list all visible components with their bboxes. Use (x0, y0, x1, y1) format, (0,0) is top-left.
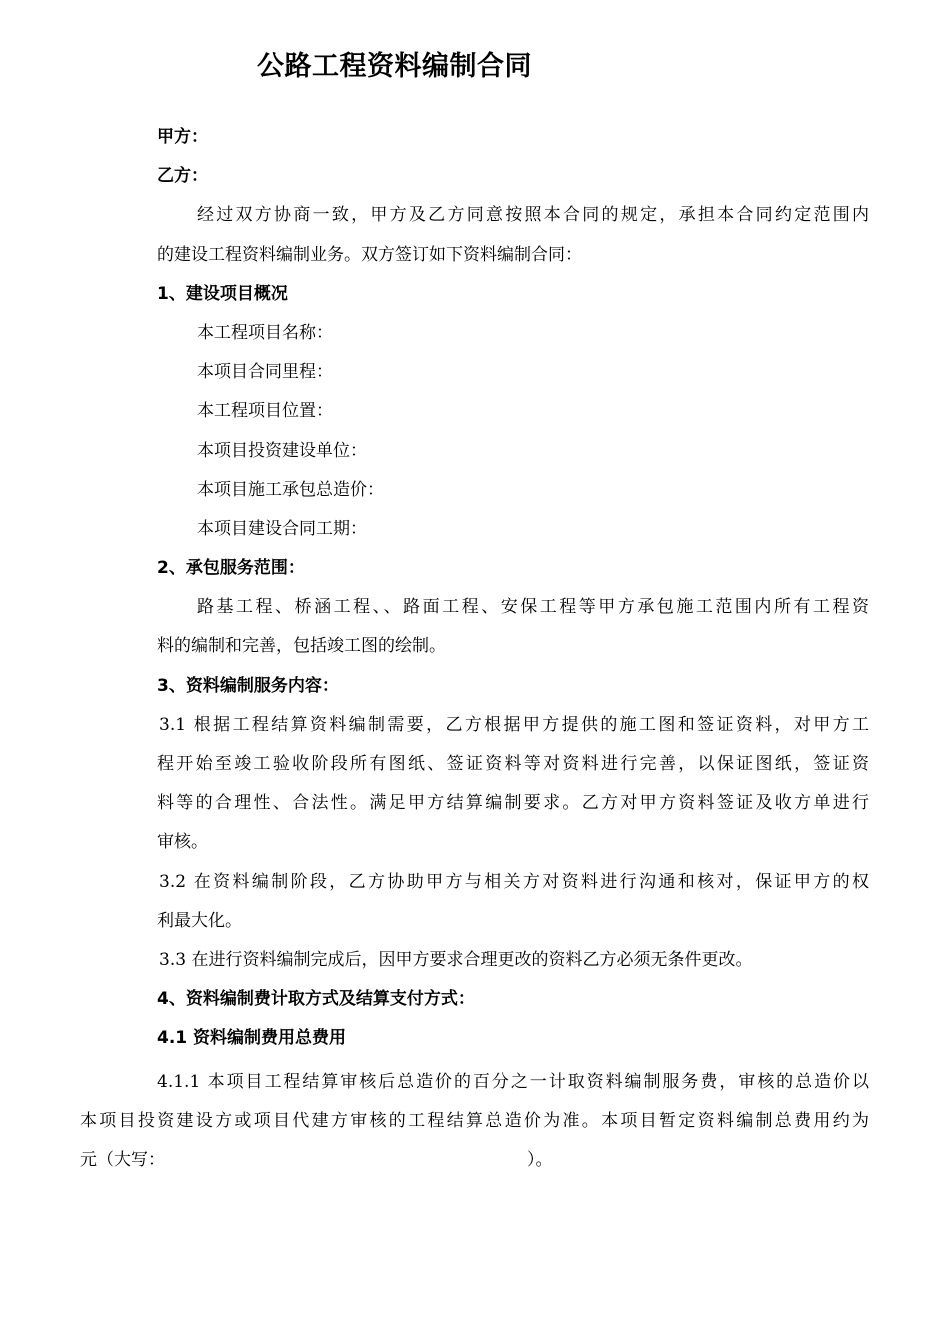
scope-paragraph-line: 路基工程、桥涵工程、、路面工程、安保工程等甲方承包施工范围内所有工程资 (197, 597, 869, 618)
section-3-heading: 3、资料编制服务内容： (157, 675, 339, 696)
clause-3-1-line: 料等的合理性、合法性。满足甲方结算编制要求。乙方对甲方资料签证及收方单进行 (157, 793, 869, 814)
amount-label: 元（大写： (80, 1150, 165, 1171)
section-4-1-heading: 4.1 资料编制费用总费用 (157, 1028, 347, 1049)
construction-period-field: 本项目建设合同工期： (197, 518, 367, 539)
intro-paragraph-line: 的建设工程资料编制业务。双方签订如下资料编制合同： (157, 244, 582, 265)
scope-paragraph-line: 料的编制和完善，包括竣工图的绘制。 (157, 636, 446, 657)
clause-3-1-line: 3.1 根据工程结算资料编制需要，乙方根据甲方提供的施工图和签证资料，对甲方工 (159, 714, 869, 735)
intro-paragraph-line: 经过双方协商一致，甲方及乙方同意按照本合同的规定，承担本合同约定范围内 (197, 205, 869, 226)
project-mileage-field: 本项目合同里程： (197, 362, 333, 383)
clause-3-2-line: 3.2 在资料编制阶段，乙方协助甲方与相关方对资料进行沟通和核对，保证甲方的权 (159, 871, 869, 892)
clause-3-3-line: 3.3 在进行资料编制完成后，因甲方要求合理更改的资料乙方必须无条件更改。 (159, 949, 753, 970)
contract-body (157, 118, 869, 1059)
section-1-heading: 1、建设项目概况 (157, 283, 288, 304)
section-2-heading: 2、承包服务范围： (157, 558, 305, 579)
party-a-label: 甲方： (157, 127, 208, 147)
clause-3-1-line: 程开始至竣工验收阶段所有图纸、签证资料等对资料进行完善，以保证图纸，签证资 (157, 754, 869, 774)
clause-4-1-1 (80, 1063, 869, 1181)
investor-field: 本项目投资建设单位： (197, 440, 367, 461)
clause-4-1-1-line: 本项目投资建设方或项目代建方审核的工程结算总造价为准。本项目暂定资料编制总费用约为 (80, 1111, 869, 1132)
party-b-label: 乙方： (157, 166, 208, 187)
project-location-field: 本工程项目位置： (197, 401, 333, 422)
clause-3-1-line: 审核。 (157, 832, 208, 853)
project-name-field: 本工程项目名称： (197, 322, 333, 343)
amount-close: ）。 (527, 1150, 553, 1171)
contract-price-field: 本项目施工承包总造价： (197, 479, 384, 500)
section-4-heading: 4、资料编制费计取方式及结算支付方式： (157, 989, 475, 1010)
clause-4-1-1-line: 4.1.1 本项目工程结算审核后总造价的百分之一计取资料编制服务费，审核的总造价以 (157, 1072, 869, 1092)
clause-4-1-1-line (80, 1141, 869, 1180)
page-title: 公路工程资料编制合同 (257, 51, 532, 82)
clause-3-2-line: 利最大化。 (157, 910, 242, 931)
